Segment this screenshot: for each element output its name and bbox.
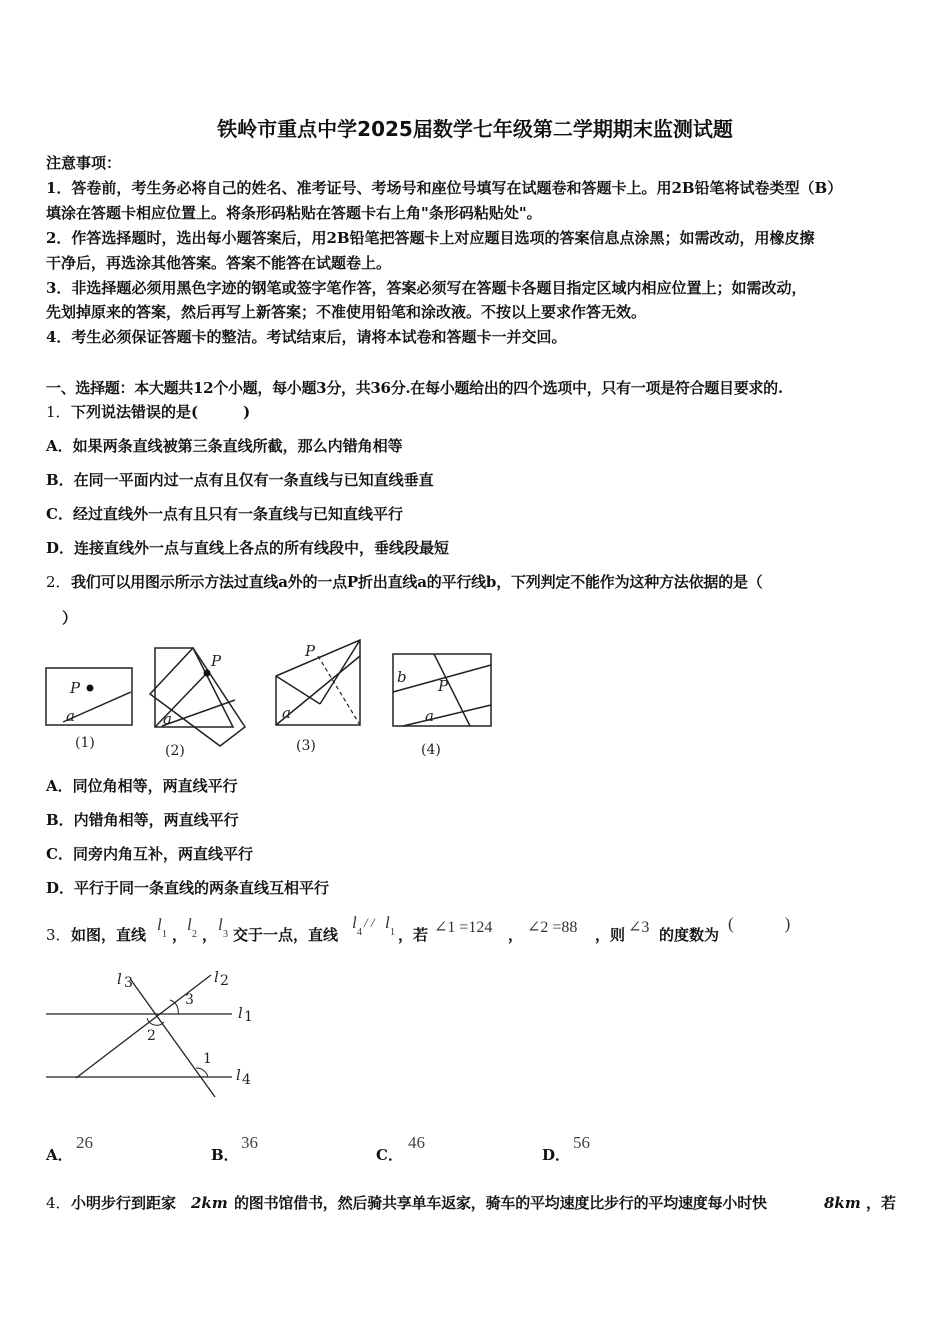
figure-label: (4) — [421, 742, 441, 758]
option-d-value: 56 — [573, 1133, 590, 1152]
label-l1: l — [238, 1004, 243, 1022]
page-title: 铁岭市重点中学2025届数学七年级第二学期期末监测试题 — [217, 117, 733, 141]
label-p: P — [305, 642, 316, 660]
notice-line: 3．非选择题必须用黑色字迹的钢笔或签字笔作答，答案必须写在答题卡各题目指定区域内相应位置上；如需改动， — [46, 279, 807, 297]
label-l3: l — [117, 970, 122, 988]
question-text: ，则 — [595, 926, 626, 944]
math-l: l — [187, 915, 192, 934]
label-sub: 2 — [220, 973, 229, 989]
figure-label: (1) — [75, 735, 95, 751]
option-b: B．在同一平面内过一点有且仅有一条直线与已知直线垂直 — [46, 471, 434, 489]
option-c-label: C． — [376, 1146, 403, 1164]
question-text: 的图书馆借书，然后骑共享单车返家，骑车的平均速度比步行的平均速度每小时快 — [234, 1194, 767, 1212]
option-c: C．同旁内角互补，两直线平行 — [46, 845, 253, 863]
notice-line: 1．答卷前，考生务必将自己的姓名、准考证号、考场号和座位号填写在试题卷和答题卡上。用2B铅笔将试卷类型（B） — [46, 179, 843, 197]
option-c-value: 46 — [408, 1133, 425, 1152]
speed-value: 8km — [824, 1194, 861, 1212]
option-b: B．内错角相等，两直线平行 — [46, 811, 239, 829]
question-text: 小明步行到距家 — [71, 1194, 177, 1212]
option-c: C．经过直线外一点有且只有一条直线与已知直线平行 — [46, 505, 403, 523]
notice-line: 2．作答选择题时，选出每小题答案后，用2B铅笔把答题卡上对应题目选项的答案信息点涂黑；如需改动，用橡皮擦 — [46, 229, 815, 247]
question-text: 交于一点，直线 — [233, 926, 339, 944]
math-sub: 1 — [162, 929, 167, 940]
question-number: 1． — [46, 403, 71, 421]
question-text: ， — [202, 926, 218, 944]
label-p: P — [70, 679, 81, 697]
label-l4: l — [236, 1066, 241, 1084]
section-heading: 一、选择题：本大题共12个小题，每小题3分，共36分.在每小题给出的四个选项中，只有一项是符合题目要求的. — [46, 379, 783, 397]
label-p: P — [438, 677, 449, 695]
label-a: a — [282, 704, 291, 722]
label-sub: 3 — [124, 975, 133, 991]
question-text: ， — [508, 926, 524, 944]
math-angle3: ∠3 — [628, 919, 650, 936]
question-stem: 下列说法错误的是( ) — [71, 403, 251, 421]
math-angle1: ∠1 =124 — [434, 919, 493, 936]
label-p: P — [211, 652, 222, 670]
angle-1-label: 1 — [203, 1051, 212, 1067]
math-l: l — [352, 913, 357, 932]
question-number: 2． — [46, 573, 71, 591]
question-text: 如图，直线 — [71, 926, 147, 944]
option-d: D．连接直线外一点与直线上各点的所有线段中，垂线段最短 — [46, 539, 450, 557]
label-a: a — [425, 707, 434, 725]
notice-line: 先划掉原来的答案，然后再写上新答案；不准使用铅笔和涂改液。不按以上要求作答无效。 — [46, 303, 647, 321]
math-sub: 1 — [390, 927, 395, 938]
question-text: ， — [172, 926, 188, 944]
option-a: A．同位角相等，两直线平行 — [46, 777, 238, 795]
figure-4 — [393, 654, 491, 758]
label-b: b — [397, 668, 407, 686]
option-a-label: A． — [46, 1146, 73, 1164]
math-angle2: ∠2 =88 — [527, 919, 578, 936]
option-b-label: B． — [211, 1146, 239, 1164]
label-sub: 4 — [242, 1072, 251, 1088]
math-l: l — [385, 913, 390, 932]
figure-2 — [150, 648, 245, 759]
distance-value: 2km — [191, 1194, 228, 1212]
fold-figures — [0, 630, 520, 765]
math-l: l — [157, 915, 162, 934]
math-sub: 2 — [192, 929, 197, 940]
option-b-value: 36 — [241, 1133, 258, 1152]
option-d: D．平行于同一条直线的两条直线互相平行 — [46, 879, 330, 897]
question-number: 4． — [46, 1194, 71, 1212]
answer-paren: ( ) — [728, 914, 791, 933]
notice-line: 4．考生必须保证答题卡的整洁。考试结束后，请将本试卷和答题卡一并交回。 — [46, 328, 567, 346]
notice-line: 填涂在答题卡相应位置上。将条形码粘贴在答题卡右上角"条形码粘贴处"。 — [46, 204, 542, 222]
figure-label: (2) — [165, 743, 185, 759]
angle-3-label: 3 — [185, 992, 194, 1008]
notice-line: 干净后，再选涂其他答案。答案不能答在试题卷上。 — [46, 254, 392, 272]
question-text: 的度数为 — [659, 926, 720, 944]
figure-1 — [46, 668, 132, 751]
label-sub: 1 — [244, 1009, 253, 1025]
math-sub: 3 — [223, 929, 228, 940]
question-text: ，若 — [866, 1194, 897, 1212]
figure-label: (3) — [296, 738, 316, 754]
option-d-label: D． — [542, 1146, 571, 1164]
question-stem-end: ） — [62, 609, 78, 627]
question-number: 3． — [46, 926, 71, 944]
angle-2-label: 2 — [147, 1028, 156, 1044]
question-stem: 我们可以用图示所示方法过直线a外的一点P折出直线a的平行线b，下列判定不能作为这种方法依据的是（ — [71, 573, 763, 591]
label-l2: l — [214, 968, 219, 986]
option-a-value: 26 — [76, 1133, 93, 1152]
math-sub: 4 — [357, 927, 362, 938]
option-a: A．如果两条直线被第三条直线所截，那么内错角相等 — [46, 437, 403, 455]
math-parallel: / / — [364, 915, 375, 930]
label-a: a — [163, 710, 172, 728]
notice-heading: 注意事项： — [46, 154, 122, 172]
figure-3 — [276, 640, 360, 754]
lines-figure — [0, 960, 300, 1100]
question-text: ，若 — [398, 926, 429, 944]
math-l: l — [218, 915, 223, 934]
label-a: a — [66, 707, 75, 725]
